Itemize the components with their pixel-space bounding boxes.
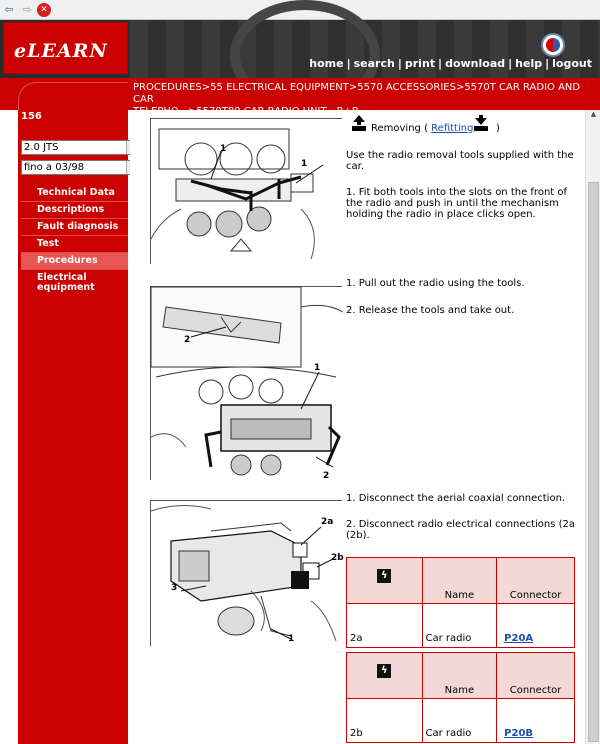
figure-label: 1 <box>314 363 321 373</box>
stop-icon[interactable]: ✕ <box>37 3 51 17</box>
sidebar-item-electrical-equipment[interactable]: Electrical equipment <box>37 272 95 293</box>
electrical-bolt-icon: ϟ <box>377 664 391 678</box>
nav-search-link[interactable]: search <box>353 57 395 70</box>
nav-home-link[interactable]: home <box>309 57 344 70</box>
sidebar-margin <box>0 110 18 744</box>
arrow-left-icon[interactable]: ⇦ <box>4 3 14 16</box>
nav-print-link[interactable]: print <box>404 57 436 70</box>
row-connector-cell <box>497 604 575 648</box>
header-connector: Connector <box>497 558 575 604</box>
header-name: Name <box>422 558 497 604</box>
sidebar-item-test[interactable]: Test <box>21 236 128 253</box>
nav-logout-link[interactable]: logout <box>552 57 592 70</box>
figure-label: 2a <box>321 517 334 527</box>
connector-table-2a <box>346 557 575 648</box>
nav-download-link[interactable]: download <box>445 57 506 70</box>
arrow-right-icon[interactable]: ⇨ <box>22 3 32 16</box>
sidebar-menu <box>21 185 128 296</box>
step1-text-2: 1. Fit both tools into the slots on the front of the radio and push in until the mechanism holding the radio in place clicks open. <box>346 187 568 220</box>
sidebar <box>18 110 128 744</box>
refitting-arrow-icon <box>472 114 490 132</box>
engine-select[interactable]: 2.0 JTS <box>21 140 140 155</box>
connector-table-2b <box>346 652 575 743</box>
alfa-romeo-badge-icon <box>541 33 565 57</box>
sidebar-item-fault-diagnosis[interactable]: Fault diagnosis <box>21 219 128 236</box>
header-name: Name <box>422 653 497 699</box>
header-icon-cell <box>347 653 423 699</box>
figure-label: 3 <box>171 583 178 593</box>
removing-suffix: ) <box>496 123 500 134</box>
figure-disconnect-connections <box>150 500 342 646</box>
vertical-scrollbar[interactable] <box>585 110 600 744</box>
nav-help-link[interactable]: help <box>515 57 543 70</box>
figure-label: 2 <box>184 335 191 345</box>
figure-label: 1 <box>220 144 227 154</box>
figure-pull-out-radio <box>150 286 342 480</box>
step3-text-2: 2. Disconnect radio electrical connections (2a (2b). <box>346 519 575 541</box>
row-name: Car radio <box>422 699 497 743</box>
step2-text-1: 1. Pull out the radio using the tools. <box>346 278 525 289</box>
breadcrumb-line-1[interactable]: PROCEDURES>55 ELECTRICAL EQUIPMENT>5570 ACCESSORIES>5570T CAR RADIO AND CAR <box>133 82 581 105</box>
row-ref: 2a <box>347 604 423 648</box>
removing-label: Removing ( Refitting <box>371 123 474 134</box>
sidebar-tab-decoration <box>18 82 128 110</box>
row-name: Car radio <box>422 604 497 648</box>
step3-text-1: 1. Disconnect the aerial coaxial connection. <box>346 493 566 504</box>
site-header <box>0 20 600 78</box>
header-icon-cell <box>347 558 423 604</box>
connector-link-p20b[interactable]: P20B <box>504 728 534 739</box>
refitting-link[interactable]: Refitting <box>431 123 474 134</box>
radio-removal-diagram <box>151 287 343 481</box>
date-select[interactable]: fino a 03/98 <box>21 160 140 175</box>
logo-text: eLEARN <box>14 40 108 62</box>
scroll-up-icon[interactable]: ▲ <box>590 110 597 118</box>
header-connector: Connector <box>497 653 575 699</box>
scrollbar-thumb[interactable] <box>588 182 599 742</box>
step1-text-1: Use the radio removal tools supplied with the car. <box>346 150 574 172</box>
top-navigation: home | search | print | download | help | logout <box>309 57 592 70</box>
electrical-bolt-icon: ϟ <box>377 569 391 583</box>
figure-radio-removal-tools <box>150 118 342 264</box>
model-number: 156 <box>21 111 42 122</box>
elearn-logo[interactable] <box>3 22 128 74</box>
row-connector-cell <box>497 699 575 743</box>
dashboard-diagram <box>151 119 343 265</box>
figure-label: 1 <box>288 634 295 644</box>
removing-arrow-icon <box>350 114 368 132</box>
connector-diagram <box>151 501 343 647</box>
sidebar-item-procedures[interactable]: Procedures <box>21 253 128 270</box>
figure-label: 1 <box>301 159 308 169</box>
row-ref: 2b <box>347 699 423 743</box>
figure-label: 2b <box>331 553 344 563</box>
sidebar-item-technical-data[interactable]: Technical Data <box>21 185 128 202</box>
connector-link-p20a[interactable]: P20A <box>504 633 534 644</box>
figure-label: 2 <box>323 471 330 481</box>
removing-refitting-header <box>350 114 580 138</box>
sidebar-item-descriptions[interactable]: Descriptions <box>21 202 128 219</box>
step2-text-2: 2. Release the tools and take out. <box>346 305 515 316</box>
